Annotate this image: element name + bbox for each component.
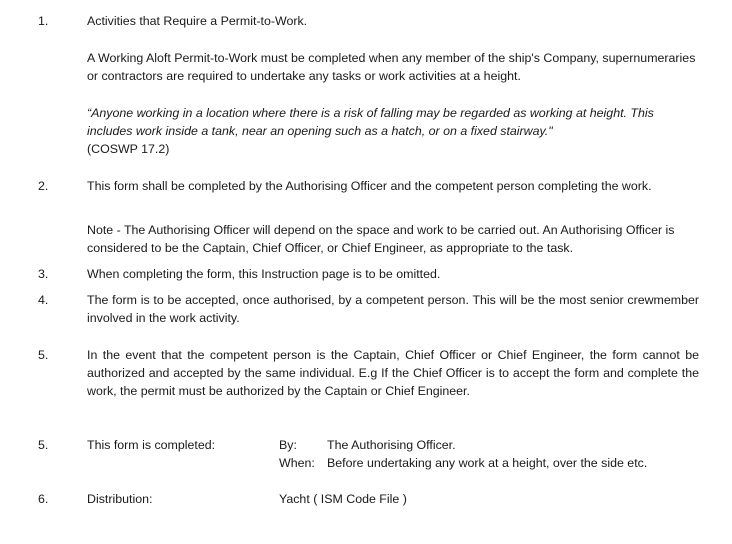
distribution-value: Yacht ( ISM Code File ) <box>279 492 407 506</box>
item-note: Note - The Authorising Officer will depend on the space and work to be carried out. An Authorising Officer is considered to be the Captain, Chief Officer, or Chief Engineer, as appropriate to the task. <box>87 223 675 255</box>
item-number: 6. <box>38 492 49 506</box>
item-heading: Activities that Require a Permit-to-Work. <box>87 14 308 28</box>
item-number: 4. <box>38 293 49 307</box>
by-label: By: <box>279 438 297 452</box>
by-value: The Authorising Officer. <box>327 438 456 452</box>
item-number: 5. <box>38 348 49 362</box>
item-text: When completing the form, this Instruction page is to be omitted. <box>87 267 441 281</box>
item-text: This form shall be completed by the Authorising Officer and the competent person completing the work. <box>87 179 652 193</box>
when-label: When: <box>279 456 315 470</box>
item-paragraph: A Working Aloft Permit-to-Work must be completed when any member of the ship's Company, supernumeraries or contractors are required to undertake any tasks or work activities at a height. <box>87 51 696 83</box>
item-text: In the event that the competent person is the Captain, Chief Officer or Chief Engineer, the form cannot be authorized and accepted by the same individual. E.g If the Chief Officer is to accept the form and complete the work, the permit must be authorized by the Captain or Chief Engineer. <box>87 348 699 398</box>
form-completed-label: This form is completed: <box>87 438 216 452</box>
item-number: 2. <box>38 179 49 193</box>
when-value: Before undertaking any work at a height, over the side etc. <box>327 456 648 470</box>
quote-text: “Anyone working in a location where there is a risk of falling may be regarded as working at height. This includes work inside a tank, near an opening such as a hatch, or on a fixed stairway." <box>87 106 654 138</box>
item-number: 3. <box>38 267 49 281</box>
item-text: The form is to be accepted, once authorised, by a competent person. This will be the most senior crewmember involved in the work activity. <box>87 293 699 325</box>
quote-reference: (COSWP 17.2) <box>87 142 170 156</box>
item-number: 1. <box>38 14 49 28</box>
distribution-label: Distribution: <box>87 492 153 506</box>
item-number: 5. <box>38 438 49 452</box>
